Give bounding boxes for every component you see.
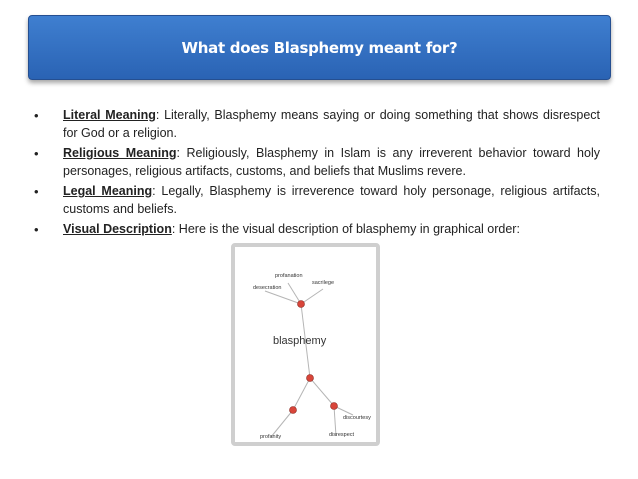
label-profanation: profanation — [275, 273, 303, 279]
bullet-text: Here is the visual description of blasphemy in graphical order: — [175, 222, 520, 236]
diagram-nodes — [290, 301, 338, 414]
slide-title: What does Blasphemy meant for? — [181, 38, 458, 57]
node-right — [331, 403, 338, 410]
bullet-separator: : — [171, 222, 176, 236]
bullet-text: Religiously, Blasphemy in Islam is any irreverent behavior toward holy personages, religious artifacts, customs, and beliefs that Muslims revere. — [63, 146, 600, 178]
title-bar — [28, 15, 611, 80]
edge-desecration — [265, 291, 301, 304]
node-lower — [307, 375, 314, 382]
edge-profanity — [271, 410, 293, 437]
bullet-text: Legally, Blasphemy is irreverence toward holy personage, religious artifacts, customs and beliefs. — [63, 184, 600, 216]
blasphemy-diagram — [231, 243, 380, 446]
bullet-separator: : — [176, 146, 180, 160]
diagram-graphic — [235, 247, 376, 442]
bullet-literal-meaning — [34, 107, 600, 142]
edge-sacrilege — [301, 289, 323, 304]
bullet-religious-meaning — [34, 145, 600, 180]
bullet-marker: • — [34, 222, 39, 237]
bullet-term: Literal Meaning — [63, 108, 156, 122]
node-upper — [298, 301, 305, 308]
diagram-edges — [265, 283, 353, 437]
node-left — [290, 407, 297, 414]
label-disrespect: disrespect — [329, 432, 355, 438]
bullet-marker: • — [34, 184, 39, 199]
bullet-text: Literally, Blasphemy means saying or doing something that shows disrespect for God or a religion. — [63, 108, 600, 140]
label-desecration: desecration — [253, 285, 282, 291]
label-center-blasphemy: blasphemy — [273, 335, 327, 347]
bullet-separator: : — [152, 184, 156, 198]
edge-to-left-node — [293, 378, 310, 410]
edge-to-right-node — [310, 378, 334, 406]
bullet-visual-description — [34, 221, 600, 239]
bullet-term: Legal Meaning — [63, 184, 153, 198]
bullet-marker: • — [34, 108, 39, 123]
label-sacrilege: sacrilege — [312, 280, 335, 286]
bullet-list — [34, 107, 600, 242]
bullet-term: Religious Meaning — [63, 146, 177, 160]
bullet-separator: : — [155, 108, 160, 122]
label-discourtesy: discourtesy — [343, 415, 371, 421]
bullet-marker: • — [34, 146, 39, 161]
bullet-term: Visual Description — [63, 222, 172, 236]
bullet-legal-meaning — [34, 183, 600, 218]
label-profanity: profanity — [260, 434, 282, 440]
